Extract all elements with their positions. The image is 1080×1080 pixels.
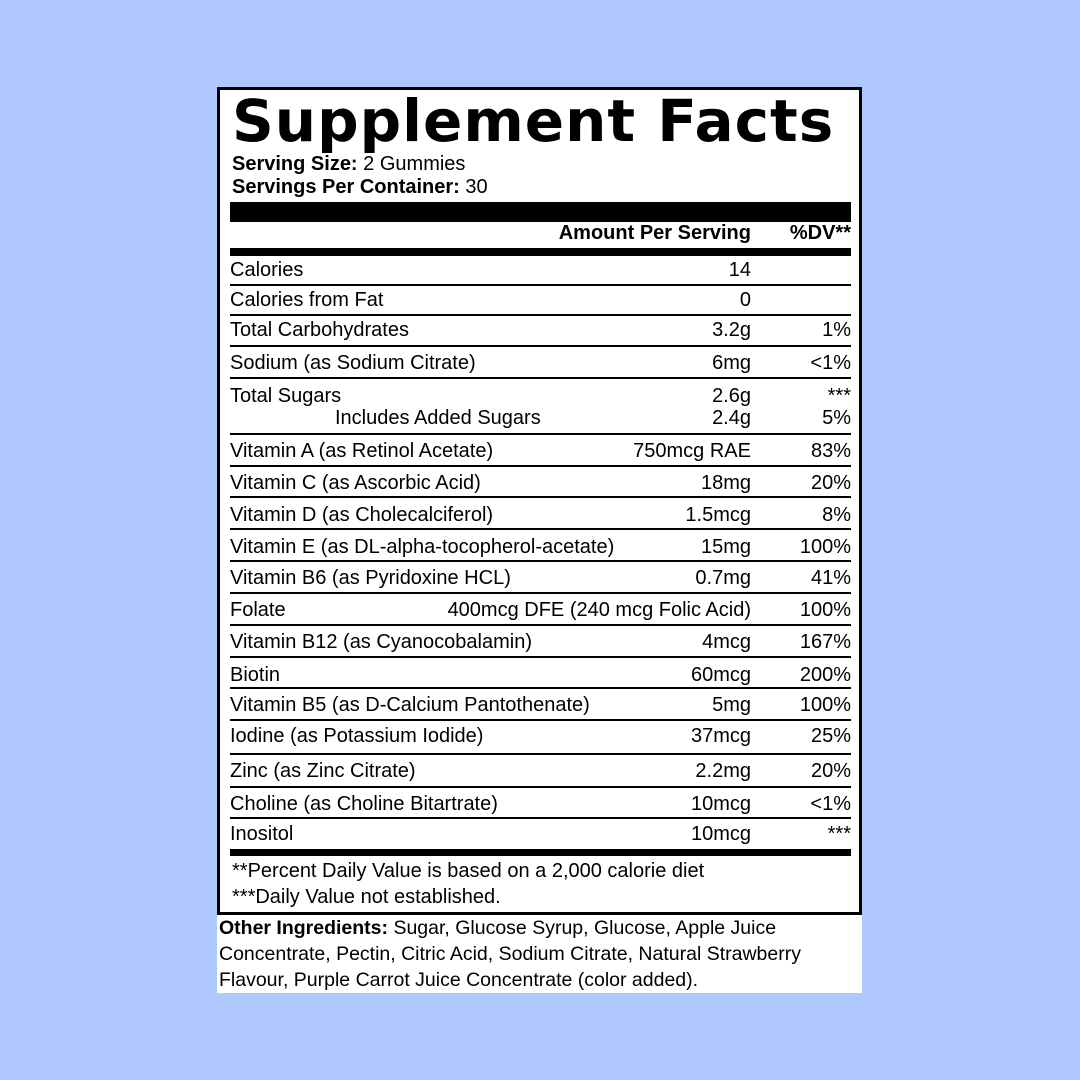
nutrient-name: Calories	[230, 259, 304, 281]
nutrient-name: Vitamin B5 (as D-Calcium Pantothenate)	[230, 694, 590, 716]
nutrient-dv: <1%	[810, 793, 851, 815]
nutrient-amount: 0.7mg	[695, 567, 751, 589]
nutrient-name: Biotin	[230, 664, 281, 686]
nutrient-row	[230, 594, 851, 626]
thick-divider-top	[230, 202, 851, 222]
nutrient-row	[230, 658, 851, 689]
nutrient-dv: 8%	[822, 504, 851, 526]
nutrient-dv: 100%	[799, 599, 851, 621]
other-ingredients	[217, 915, 862, 993]
nutrient-dv: 83%	[810, 440, 851, 462]
nutrient-amount: 0	[739, 289, 751, 311]
nutrient-dv: ***	[827, 823, 851, 845]
sub-nutrient-name: Includes Added Sugars	[335, 407, 541, 429]
nutrient-dv: 25%	[810, 725, 851, 747]
nutrient-row	[230, 286, 851, 316]
nutrient-row	[230, 562, 851, 594]
nutrient-name: Vitamin C (as Ascorbic Acid)	[230, 472, 481, 494]
nutrient-name: Zinc (as Zinc Citrate)	[230, 760, 416, 782]
nutrient-amount: 10mcg	[690, 823, 751, 845]
nutrient-name: Total Sugars	[230, 385, 342, 407]
nutrient-dv: 20%	[810, 472, 851, 494]
footnote-not-established: ***Daily Value not established.	[232, 886, 501, 908]
nutrient-name: Vitamin E (as DL-alpha-tocopherol-acetate)	[230, 536, 615, 558]
nutrient-dv: 100%	[799, 694, 851, 716]
nutrient-amount: 37mcg	[690, 725, 751, 747]
serving-size-label: Serving Size:	[232, 153, 358, 175]
nutrient-row	[230, 626, 851, 658]
nutrient-row	[230, 788, 851, 819]
nutrient-dv: 20%	[810, 760, 851, 782]
thick-divider-header	[230, 248, 851, 256]
nutrient-name: Choline (as Choline Bitartrate)	[230, 793, 498, 815]
nutrient-amount: 2.6g	[712, 385, 751, 407]
nutrient-name: Vitamin D (as Cholecalciferol)	[230, 504, 494, 526]
nutrient-amount: 400mcg DFE (240 mcg Folic Acid)	[447, 599, 751, 621]
nutrient-row	[230, 379, 851, 435]
nutrient-row	[230, 819, 851, 847]
nutrient-amount: 6mg	[712, 352, 751, 374]
nutrient-row	[230, 755, 851, 788]
nutrient-row	[230, 721, 851, 755]
nutrient-amount: 750mcg RAE	[633, 440, 751, 462]
sub-nutrient-dv: 5%	[822, 407, 851, 429]
nutrient-name: Total Carbohydrates	[230, 319, 409, 341]
nutrient-dv: 167%	[799, 631, 851, 653]
serving-size	[232, 153, 465, 175]
nutrient-name: Calories from Fat	[230, 289, 384, 311]
nutrient-amount: 18mg	[700, 472, 751, 494]
nutrient-amount: 5mg	[712, 694, 751, 716]
nutrient-dv: ***	[827, 385, 851, 407]
other-ingredients-label: Other Ingredients:	[219, 917, 389, 939]
nutrient-dv: <1%	[810, 352, 851, 374]
nutrient-name: Vitamin B12 (as Cyanocobalamin)	[230, 631, 533, 653]
dv-header: %DV**	[789, 222, 851, 244]
footnote-dv: **Percent Daily Value is based on a 2,000 calorie diet	[232, 860, 705, 882]
servings-per-container-label: Servings Per Container:	[232, 176, 460, 198]
nutrient-amount: 15mg	[700, 536, 751, 558]
nutrient-amount: 2.2mg	[695, 760, 751, 782]
nutrient-dv: 100%	[799, 536, 851, 558]
nutrient-dv: 200%	[799, 664, 851, 686]
nutrient-name: Inositol	[230, 823, 294, 845]
nutrient-amount: 60mcg	[690, 664, 751, 686]
serving-size-value: 2 Gummies	[363, 153, 466, 175]
servings-per-container-value: 30	[465, 176, 488, 198]
nutrient-row	[230, 498, 851, 530]
nutrient-row	[230, 435, 851, 467]
supplement-facts-panel	[217, 87, 862, 915]
nutrient-row	[230, 530, 851, 562]
nutrient-name: Iodine (as Potassium Iodide)	[230, 725, 484, 747]
nutrient-dv: 41%	[810, 567, 851, 589]
nutrient-name: Folate	[230, 599, 286, 621]
nutrient-row	[230, 316, 851, 347]
nutrient-amount: 1.5mcg	[685, 504, 751, 526]
nutrient-row	[230, 256, 851, 286]
nutrient-amount: 4mcg	[702, 631, 751, 653]
servings-per-container	[232, 176, 488, 198]
nutrient-name: Vitamin B6 (as Pyridoxine HCL)	[230, 567, 511, 589]
nutrient-amount: 10mcg	[690, 793, 751, 815]
amount-per-serving-header: Amount Per Serving	[558, 222, 751, 244]
nutrient-row	[230, 689, 851, 721]
nutrient-row	[230, 347, 851, 379]
thick-divider-bottom	[230, 849, 851, 856]
nutrient-name: Sodium (as Sodium Citrate)	[230, 352, 476, 374]
nutrient-name: Vitamin A (as Retinol Acetate)	[230, 440, 494, 462]
sub-nutrient-amount: 2.4g	[712, 407, 751, 429]
nutrient-amount: 3.2g	[712, 319, 751, 341]
panel-title: Supplement Facts	[232, 87, 835, 155]
nutrient-dv: 1%	[822, 319, 851, 341]
nutrient-amount: 14	[728, 259, 751, 281]
nutrient-row	[230, 467, 851, 498]
other-ingredients-text: Sugar, Glucose Syrup, Glucose, Apple Juice Concentrate, Pectin, Citric Acid, Sodium Citrate, Natural Strawberry Flavour, Purple Carrot Juice Concentrate (color added).	[219, 917, 801, 991]
